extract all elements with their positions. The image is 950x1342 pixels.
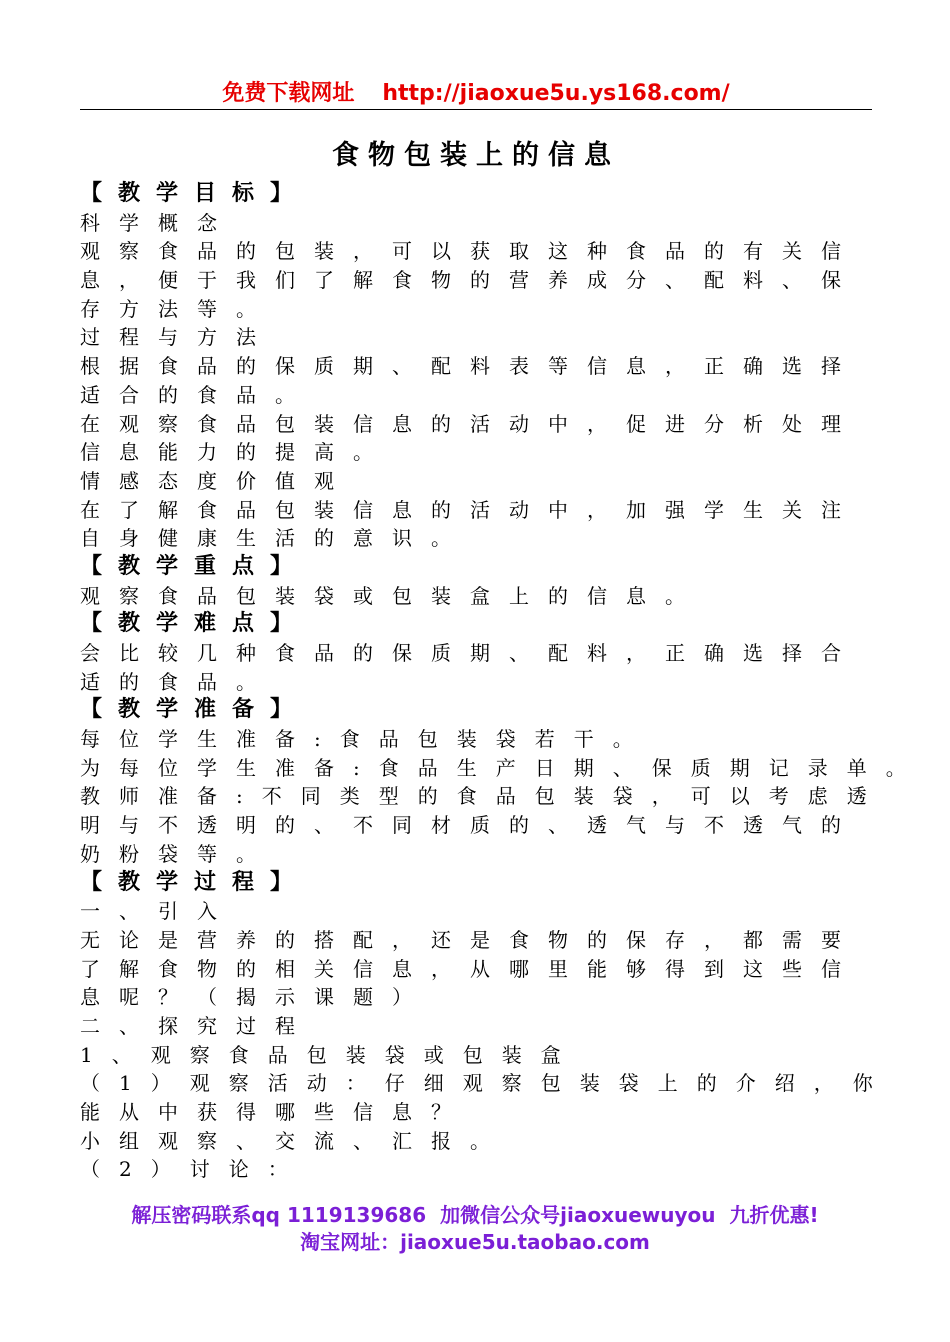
text-line: 小组观察、交流、汇报。 xyxy=(80,1128,509,1153)
text-line: 信息能力的提高。 xyxy=(80,440,392,465)
header-divider xyxy=(80,109,872,110)
footer-wechat-id: jiaoxuewuyou xyxy=(560,1203,716,1227)
header-label: 免费下载网址 xyxy=(222,81,355,106)
text-line: 在观察食品包装信息的活动中，促进分析处理 xyxy=(80,411,860,436)
text-line: 观察食品包装袋或包装盒上的信息。 xyxy=(80,583,704,608)
section-heading: 【教学准备】 xyxy=(80,697,309,723)
footer-contact-label: 解压密码联系 xyxy=(131,1203,252,1227)
footer-discount: 九折优惠! xyxy=(729,1203,819,1227)
text-line: 观察食品的包装，可以获取这种食品的有关信 xyxy=(80,239,860,264)
document-body xyxy=(80,180,925,1184)
text-line: 无论是营养的搭配，还是食物的保存，都需要 xyxy=(80,927,860,952)
page-title: 食物包装上的信息 xyxy=(332,140,620,171)
text-line: 了解食物的相关信息，从哪里能够得到这些信 xyxy=(80,956,860,981)
text-line: 科学概念 xyxy=(80,210,236,235)
text-line: 根据食品的保质期、配料表等信息，正确选择 xyxy=(80,354,860,379)
text-line: 为每位学生准备:食品生产日期、保质期记录单。 xyxy=(80,755,925,780)
section-heading: 【教学过程】 xyxy=(80,869,309,895)
section-heading: 【教学目标】 xyxy=(80,181,309,206)
text-line: 一、引入 xyxy=(80,899,236,924)
footer-contact-line xyxy=(0,1199,950,1228)
text-line: 适合的食品。 xyxy=(80,382,314,407)
text-line: 1、观察食品包装袋或包装盒 xyxy=(80,1042,580,1067)
footer-shop-link[interactable]: jiaoxue5u.taobao.com xyxy=(400,1230,650,1254)
text-line: 奶粉袋等。 xyxy=(80,841,275,866)
text-line: 在了解食品包装信息的活动中，加强学生关注 xyxy=(80,497,860,522)
footer-qq: qq 1119139686 xyxy=(251,1203,427,1227)
section-heading: 【教学难点】 xyxy=(80,611,309,637)
text-line: （2）讨论： xyxy=(80,1157,307,1182)
footer-shop-line xyxy=(0,1226,950,1255)
text-line: 明与不透明的、不同材质的、透气与不透气的 xyxy=(80,813,860,838)
header-download-line xyxy=(80,76,872,107)
text-line: 情感态度价值观 xyxy=(80,468,353,493)
text-line: 二、探究过程 xyxy=(80,1013,314,1038)
footer-wechat-label: 加微信公众号 xyxy=(440,1203,561,1227)
section-heading: 【教学重点】 xyxy=(80,553,309,579)
header-url-link[interactable]: http://jiaoxue5u.ys168.com/ xyxy=(382,81,730,106)
text-line: 过程与方法 xyxy=(80,325,275,350)
text-line: （1）观察活动：仔细观察包装袋上的介绍，你 xyxy=(80,1071,892,1096)
text-line: 能从中获得哪些信息？ xyxy=(80,1100,470,1124)
text-line: 教师准备:不同类型的食品包装袋，可以考虑透 xyxy=(80,784,886,809)
text-line: 会比较几种食品的保质期、配料，正确选择合 xyxy=(80,641,860,665)
text-line: 自身健康生活的意识。 xyxy=(80,526,470,551)
text-line: 适的食品。 xyxy=(80,669,275,694)
text-line: 每位学生准备:食品包装袋若干。 xyxy=(80,727,652,752)
text-line: 存方法等。 xyxy=(80,296,275,321)
text-line: 息呢？（揭示课题） xyxy=(80,985,431,1010)
text-line: 息，便于我们了解食物的营养成分、配料、保 xyxy=(80,268,860,293)
footer-shop-label: 淘宝网址： xyxy=(300,1230,401,1254)
